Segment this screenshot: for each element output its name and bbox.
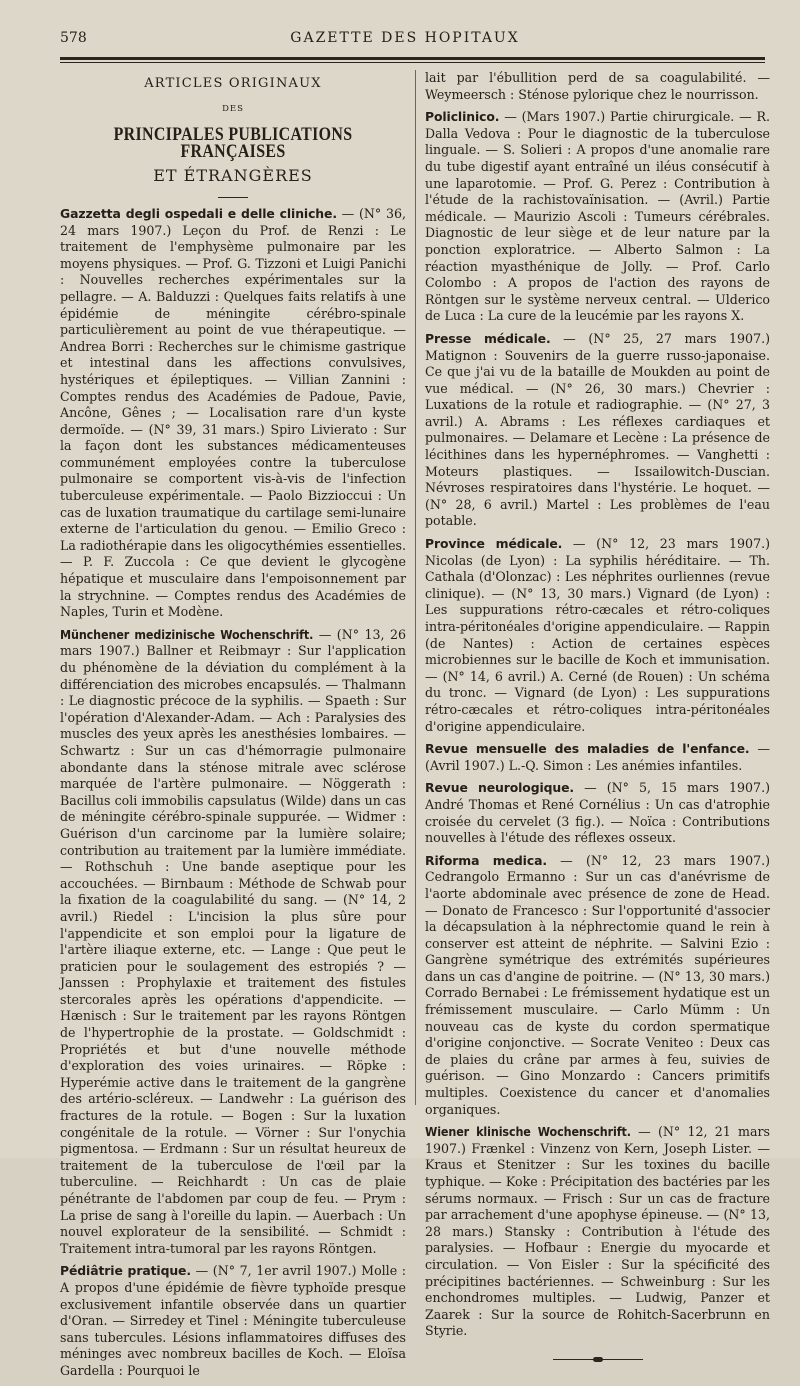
entry-text: — (N° 12, 23 mars 1907.) Nicolas (de Lyon) : La syphilis héréditaire. — Th. Cathala (d'Olonzac) : Les néphrites ourliennes (revue clinique). — (N° 13, 30 mars.) Vignard (de Lyon) : Les suppurations rétro-cæcales et rétro-coliques intra-péritonéales d'origine appendiculaire. — Rappin (de Nantes) : Action de certaines espèces microbiennes sur le bacille de Koch et immunisation. — (N° 14, 6 avril.) A. Cerné (de Rouen) : Un schéma du tronc. — Vignard (de Lyon) : Les suppurations rétro-cæcales et rétro-coliques intra-péritonéales d'origine appendiculaire. [425, 536, 770, 734]
journal-entry [425, 109, 770, 325]
journal-entry [60, 1263, 406, 1379]
page-header [60, 30, 750, 54]
journal-entry [425, 331, 770, 530]
entry-text: — (Mars 1907.) Partie chirurgicale. — R. Dalla Vedova : Pour le diagnostic de la tuberculose linguale. — S. Solieri : A propos d'une anomalie rare du tube digestif ayant entraîné un iléus consécutif à une laparotomie. — Prof. G. Perez : Contribution à l'étude de la rachistovaïnisation. — (Avril.) Partie médicale. — Maurizio Ascoli : Tumeurs cérébrales. Diagnostic de leur siège et de leur nature par la ponction exploratrice. — Alberto Salmon : La réaction myasthénique de Jolly. — Prof. Carlo Colombo : A propos de l'action des rayons de Röntgen sur le système nerveux central. — Ulderico de Luca : La cure de la leucémie par les rayons X. [425, 109, 770, 324]
journal-name: Pédiâtrie pratique. [60, 1263, 191, 1279]
end-ornament [553, 1356, 643, 1364]
journal-name: Revue neurologique. [425, 780, 575, 796]
journal-entry [425, 780, 770, 846]
journal-name: Province médicale. [425, 536, 563, 552]
entry-text: — (N° 13, 26 mars 1907.) Ballner et Reibmayr : Sur l'application du phénomène de la déviation du complément à la différenciation des microbes encapsulés. — Thalmann : Le diagnostic précoce de la syphilis. — Spaeth : Sur l'opération d'Alexander-Adam. — Ach : Paralysies des muscles des yeux après les anesthésies lombaires. — Schwartz : Sur un cas d'hémorragie pulmonaire abondante dans la sténose mitrale avec sclérose marquée de l'artère pulmonaire. — Nöggerath : Bacillus coli immobilis capsulatus (Wilde) dans un cas de méningite cérébro-spinale suppurée. — Widmer : Guérison d'un carcinome par la lumière solaire; contribution au traitement par la lumière immédiate. — Rothschuh : Une bande aseptique pour les accouchées. — Birnbaum : Méthode de Schwab pour la fixation de la coagulabilité du sang. — (N° 14, 2 avril.) Riedel : L'incision la plus sûre pour l'appendicite et son emploi pour la ligature de l'artère iliaque externe, etc. — Lange : Que peut le praticien pour le soulagement des estropiés ? — Janssen : Prophylaxie et traitement des fistules stercorales après les opérations d'appendicite. — Hænisch : Sur le traitement par les rayons Röntgen de l'hypertrophie de la prostate. — Goldschmidt : Propriétés et but d'une nouvelle méthode d'exploration des voies urinaires. — Röpke : Hyperémie active dans le traitement de la gangrène des artério-scléreux. — Landwehr : La guérison des fractures de la rotule. — Bogen : Sur la luxation congénitale de la rotule. — Vörner : Sur l'onychia pigmentosa. — Erdmann : Sur un résultat heureux de traitement de la tuberculose de l'œil par la tuberculine. — Reichhardt : Un cas de plaie pénétrante de l'abdomen par coup de feu. — Prym : La prise de sang à l'oreille du lapin. — Auerbach : Un nouvel explorateur de la sensibilité. — Schmidt : Traitement intra-tumoral par les rayons Röntgen. [60, 626, 406, 1256]
entry-text: — (N° 12, 21 mars 1907.) Frænkel : Vinzenz von Kern, Joseph Lister. — Kraus et Stenitzer : Sur les toxines du bacille typhique. — Koke : Précipitation des bactéries par les sérums normaux. — Frisch : Sur un cas de fracture par arrachement d'une apophyse épineuse. — (N° 13, 28 mars.) Stansky : Contribution à l'étude des paralysies. — Hofbaur : Energie du myocarde et circulation. — Von Eisler : Sur la spécificité des précipitines bactériennes. — Schweinburg : Sur les enchondromes multiples. — Ludwig, Panzer et Zaarek : Sur la source de Rohitch-Sacerbrunn en Styrie. [425, 1124, 770, 1339]
page-number: 578 [60, 30, 87, 46]
section-kicker-small: DES [222, 103, 244, 114]
journal-name: Gazzetta degli ospedali e delle cliniche. [60, 205, 337, 221]
right-column [425, 70, 770, 1364]
journal-title: GAZETTE DES HOPITAUX [290, 30, 520, 46]
journal-entry [425, 853, 770, 1119]
section-rule [218, 197, 248, 198]
journal-entry [425, 536, 770, 735]
header-rule-thin [60, 62, 765, 63]
entry-text: — (N° 25, 27 mars 1907.) Matignon : Souvenirs de la guerre russo-japonaise. Ce que j'ai vu de la bataille de Moukden au point de vue médical. — (N° 26, 30 mars.) Chevrier : Luxations de la rotule et radiographie. — (N° 27, 3 avril.) A. Abrams : Les réflexes cardiaques et pulmonaires. — Delamare et Lecène : La présence de lécithines dans les hypernéphromes. — Vanghetti : Moteurs plastiques. — Issailowitch-Duscian. Névroses respiratoires dans l'hystérie. Le hoquet. — (N° 28, 6 avril.) Martel : Les problèmes de l'eau potable. [425, 330, 771, 529]
section-subtitle: ET ÉTRANGÈRES [153, 166, 313, 186]
entry-text: — (Avril 1907.) L.-Q. Simon : Les anémies infantiles. [425, 741, 770, 773]
entry-text: lait par l'ébullition perd de sa coagulabilité. — Weymeersch : Sténose pylorique chez le nourrisson. [425, 70, 770, 102]
section-kicker: ARTICLES ORIGINAUX [144, 76, 322, 91]
left-column [60, 70, 406, 1386]
entry-text: — (N° 5, 15 mars 1907.) André Thomas et René Cornélius : Un cas d'atrophie croisée du cervelet (3 fig.). — Noïca : Contributions nouvelles à l'étude des réflexes osseux. [425, 780, 770, 846]
section-title: PRINCIPALES PUBLICATIONS FRANÇAISES [113, 125, 353, 162]
journal-entry [60, 627, 406, 1258]
entry-text: — (N° 12, 23 mars 1907.) Cedrangolo Ermanno : Sur un cas d'anévrisme de l'aorte abdominale avec présence de zone de Head. — Donato de Francesco : Sur l'opportunité d'associer la décapsulation à la néphrectomie quand le rein à conserver est atteint de néphrite. — Salvini Ezio : Gangrène symétrique des extrémités supérieures dans un cas d'angine de poitrine. — (N° 13, 30 mars.) Corrado Bernabei : Le frémissement hydatique est un frémissement musculaire. — Carlo Mümm : Un nouveau cas de kyste du cordon spermatique d'origine conjonctive. — Socrate Veniteo : Deux cas de plaies du crâne par armes à feu, suivies de guérison. — Gino Monzardo : Cancers primitifs multiples. Coexistence du cancer et d'anomalies organiques. [425, 852, 771, 1117]
journal-name: Policlinico. [425, 109, 500, 125]
ornament-dot [593, 1357, 603, 1362]
entry-text: — (N° 36, 24 mars 1907.) Leçon du Prof. de Renzi : Le traitement de l'emphysème pulmonaire par les moyens physiques. — Prof. G. Tizzoni et Luigi Panichi : Nouvelles recherches expérimentales sur la pellagre. — A. Balduzzi : Quelques faits relatifs à une épidémie de méningite cérébro-spinale particulièrement au point de vue thérapeutique. — Andrea Borri : Recherches sur le chimisme gastrique et intestinal dans les affections convulsives, hystériques et épileptiques. — Villian Zannini : Comptes rendus des Académies de Padoue, Pavie, Ancône, Gênes ; — Localisation rare d'un kyste dermoïde. — (N° 39, 31 mars.) Spiro Livierato : Sur la façon dont les substances médicamenteuses communément employées contre la tuberculose pulmonaire se comportent vis-à-vis de l'infection tuberculeuse expérimentale. — Paolo Bizzioccui : Un cas de luxation traumatique du cartilage semi-lunaire externe de l'articulation du genou. — Emilio Greco : La radiothérapie dans les oligocythémies essentielles. — P. F. Zuccola : Ce que devient le glycogène hépatique et musculaire dans l'empoisonnement par la strychnine. — Comptes rendus des Académies de Naples, Turin et Modène. [60, 205, 406, 620]
journal-entry [425, 741, 770, 774]
journal-name: Münchener medizinische Wochenschrift. [60, 626, 314, 642]
entry-text: — (N° 7, 1er avril 1907.) Molle : A propos d'une épidémie de fièvre typhoïde presque exclusivement infantile observée dans un quartier d'Oran. — Sirredey et Tinel : Méningite tuberculeuse sans tubercules. Lésions inflammatoires diffuses des méninges avec nombreux bacilles de Koch. — Eloïsa Gardella : Pourquoi le [60, 1263, 407, 1378]
journal-entry [425, 1124, 770, 1340]
journal-name: Revue mensuelle des maladies de l'enfance. [425, 741, 750, 757]
column-divider [415, 70, 416, 1105]
journal-name: Presse médicale. [425, 330, 551, 346]
journal-entry [60, 206, 406, 621]
journal-entry-continued [425, 70, 770, 103]
header-rule-thick [60, 57, 765, 60]
journal-name: Wiener klinische Wochenschrift. [425, 1124, 631, 1140]
journal-name: Riforma medica. [425, 852, 547, 868]
